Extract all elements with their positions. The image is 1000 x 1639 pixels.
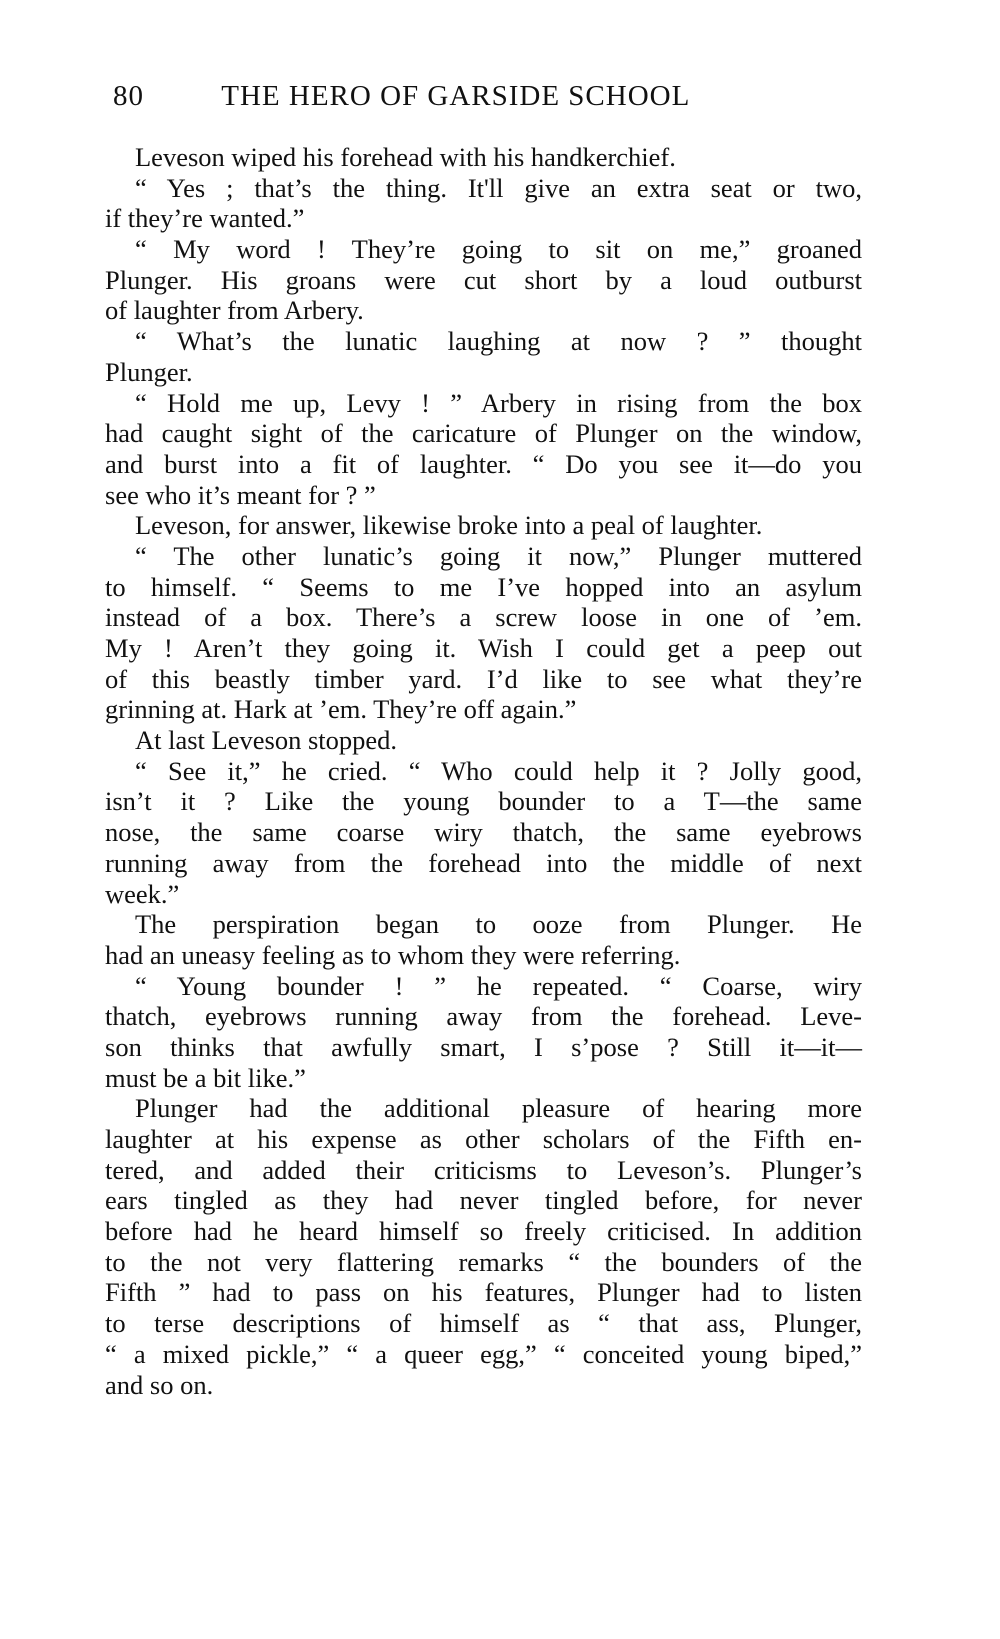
text-line: ears tingled as they had never tingled before, for never: [105, 1185, 862, 1216]
text-line: “ Yes ; that’s the thing. It'll give an extra seat or two,: [135, 172, 862, 203]
text-line: Fifth ” had to pass on his features, Plunger had to listen: [105, 1277, 862, 1308]
text-line: nose, the same coarse wiry thatch, the same eyebrows: [105, 817, 862, 848]
text-line: of laughter from Arbery.: [105, 295, 364, 326]
text-line: Plunger.: [105, 356, 193, 387]
body-text: [105, 142, 862, 1400]
text-line: and burst into a fit of laughter. “ Do you see it—do you: [105, 448, 862, 479]
text-line: before had he heard himself so freely criticised. In addition: [105, 1216, 862, 1247]
text-line: tered, and added their criticisms to Leveson’s. Plunger’s: [105, 1154, 862, 1185]
text-line: Leveson wiped his forehead with his handkerchief.: [135, 142, 676, 172]
paragraph: [105, 756, 862, 909]
text-line: The perspiration began to ooze from Plunger. He: [135, 909, 862, 940]
text-line: if they’re wanted.”: [105, 203, 305, 234]
page-number: 80: [113, 80, 144, 112]
text-line: must be a bit like.”: [105, 1062, 306, 1093]
text-line: to terse descriptions of himself as “ that ass, Plunger,: [105, 1308, 862, 1339]
text-line: week.”: [105, 878, 180, 909]
text-line: had an uneasy feeling as to whom they were referring.: [105, 939, 681, 970]
text-line: “ What’s the lunatic laughing at now ? ” thought: [135, 326, 862, 357]
text-line: see who it’s meant for ? ”: [105, 479, 376, 510]
text-line: isn’t it ? Like the young bounder to a T—the same: [105, 786, 862, 817]
text-line: son thinks that awfully smart, I s’pose ? Still it—it—: [105, 1031, 862, 1062]
paragraph: [105, 1093, 862, 1400]
text-line: Plunger. His groans were cut short by a loud outburst: [105, 264, 862, 295]
text-line: Leveson, for answer, likewise broke into a peal of laughter.: [135, 510, 763, 541]
text-line: to the not very flattering remarks “ the bounders of the: [105, 1246, 862, 1277]
paragraph: [105, 725, 862, 756]
text-line: Plunger had the additional pleasure of hearing more: [135, 1093, 862, 1124]
text-line: had caught sight of the caricature of Plunger on the window,: [105, 418, 862, 449]
paragraph: [105, 326, 862, 387]
paragraph: [105, 234, 862, 326]
text-line: “ Hold me up, Levy ! ” Arbery in rising from the box: [135, 387, 862, 418]
text-line: thatch, eyebrows running away from the forehead. Leve-: [105, 1001, 862, 1032]
book-title: THE HERO OF GARSIDE SCHOOL: [221, 80, 691, 112]
text-line: “ Young bounder ! ” he repeated. “ Coarse, wiry: [135, 970, 862, 1001]
paragraph: [105, 541, 862, 725]
text-line: grinning at. Hark at ’em. They’re off again.”: [105, 694, 577, 725]
paragraph: [105, 142, 862, 173]
text-line: My ! Aren’t they going it. Wish I could get a peep out: [105, 633, 862, 663]
text-line: and so on.: [105, 1369, 214, 1400]
text-line: of this beastly timber yard. I’d like to see what they’re: [105, 663, 862, 694]
text-line: “ The other lunatic’s going it now,” Plunger muttered: [135, 540, 862, 571]
paragraph: [105, 510, 862, 541]
paragraph: [105, 909, 862, 970]
text-line: “ See it,” he cried. “ Who could help it ? Jolly good,: [135, 755, 862, 786]
running-head: [113, 80, 893, 130]
text-line: “ My word ! They’re going to sit on me,” groaned: [135, 234, 862, 265]
text-line: laughter at his expense as other scholars of the Fifth en-: [105, 1124, 862, 1154]
paragraph: [105, 388, 862, 511]
text-line: “ a mixed pickle,” “ a queer egg,” “ conceited young biped,”: [105, 1338, 862, 1369]
text-line: running away from the forehead into the middle of next: [105, 847, 862, 878]
text-line: to himself. “ Seems to me I’ve hopped into an asylum: [105, 571, 862, 602]
paragraph: [105, 173, 862, 234]
text-line: instead of a box. There’s a screw loose in one of ’em.: [105, 602, 862, 633]
text-line: At last Leveson stopped.: [135, 725, 398, 756]
paragraph: [105, 971, 862, 1094]
